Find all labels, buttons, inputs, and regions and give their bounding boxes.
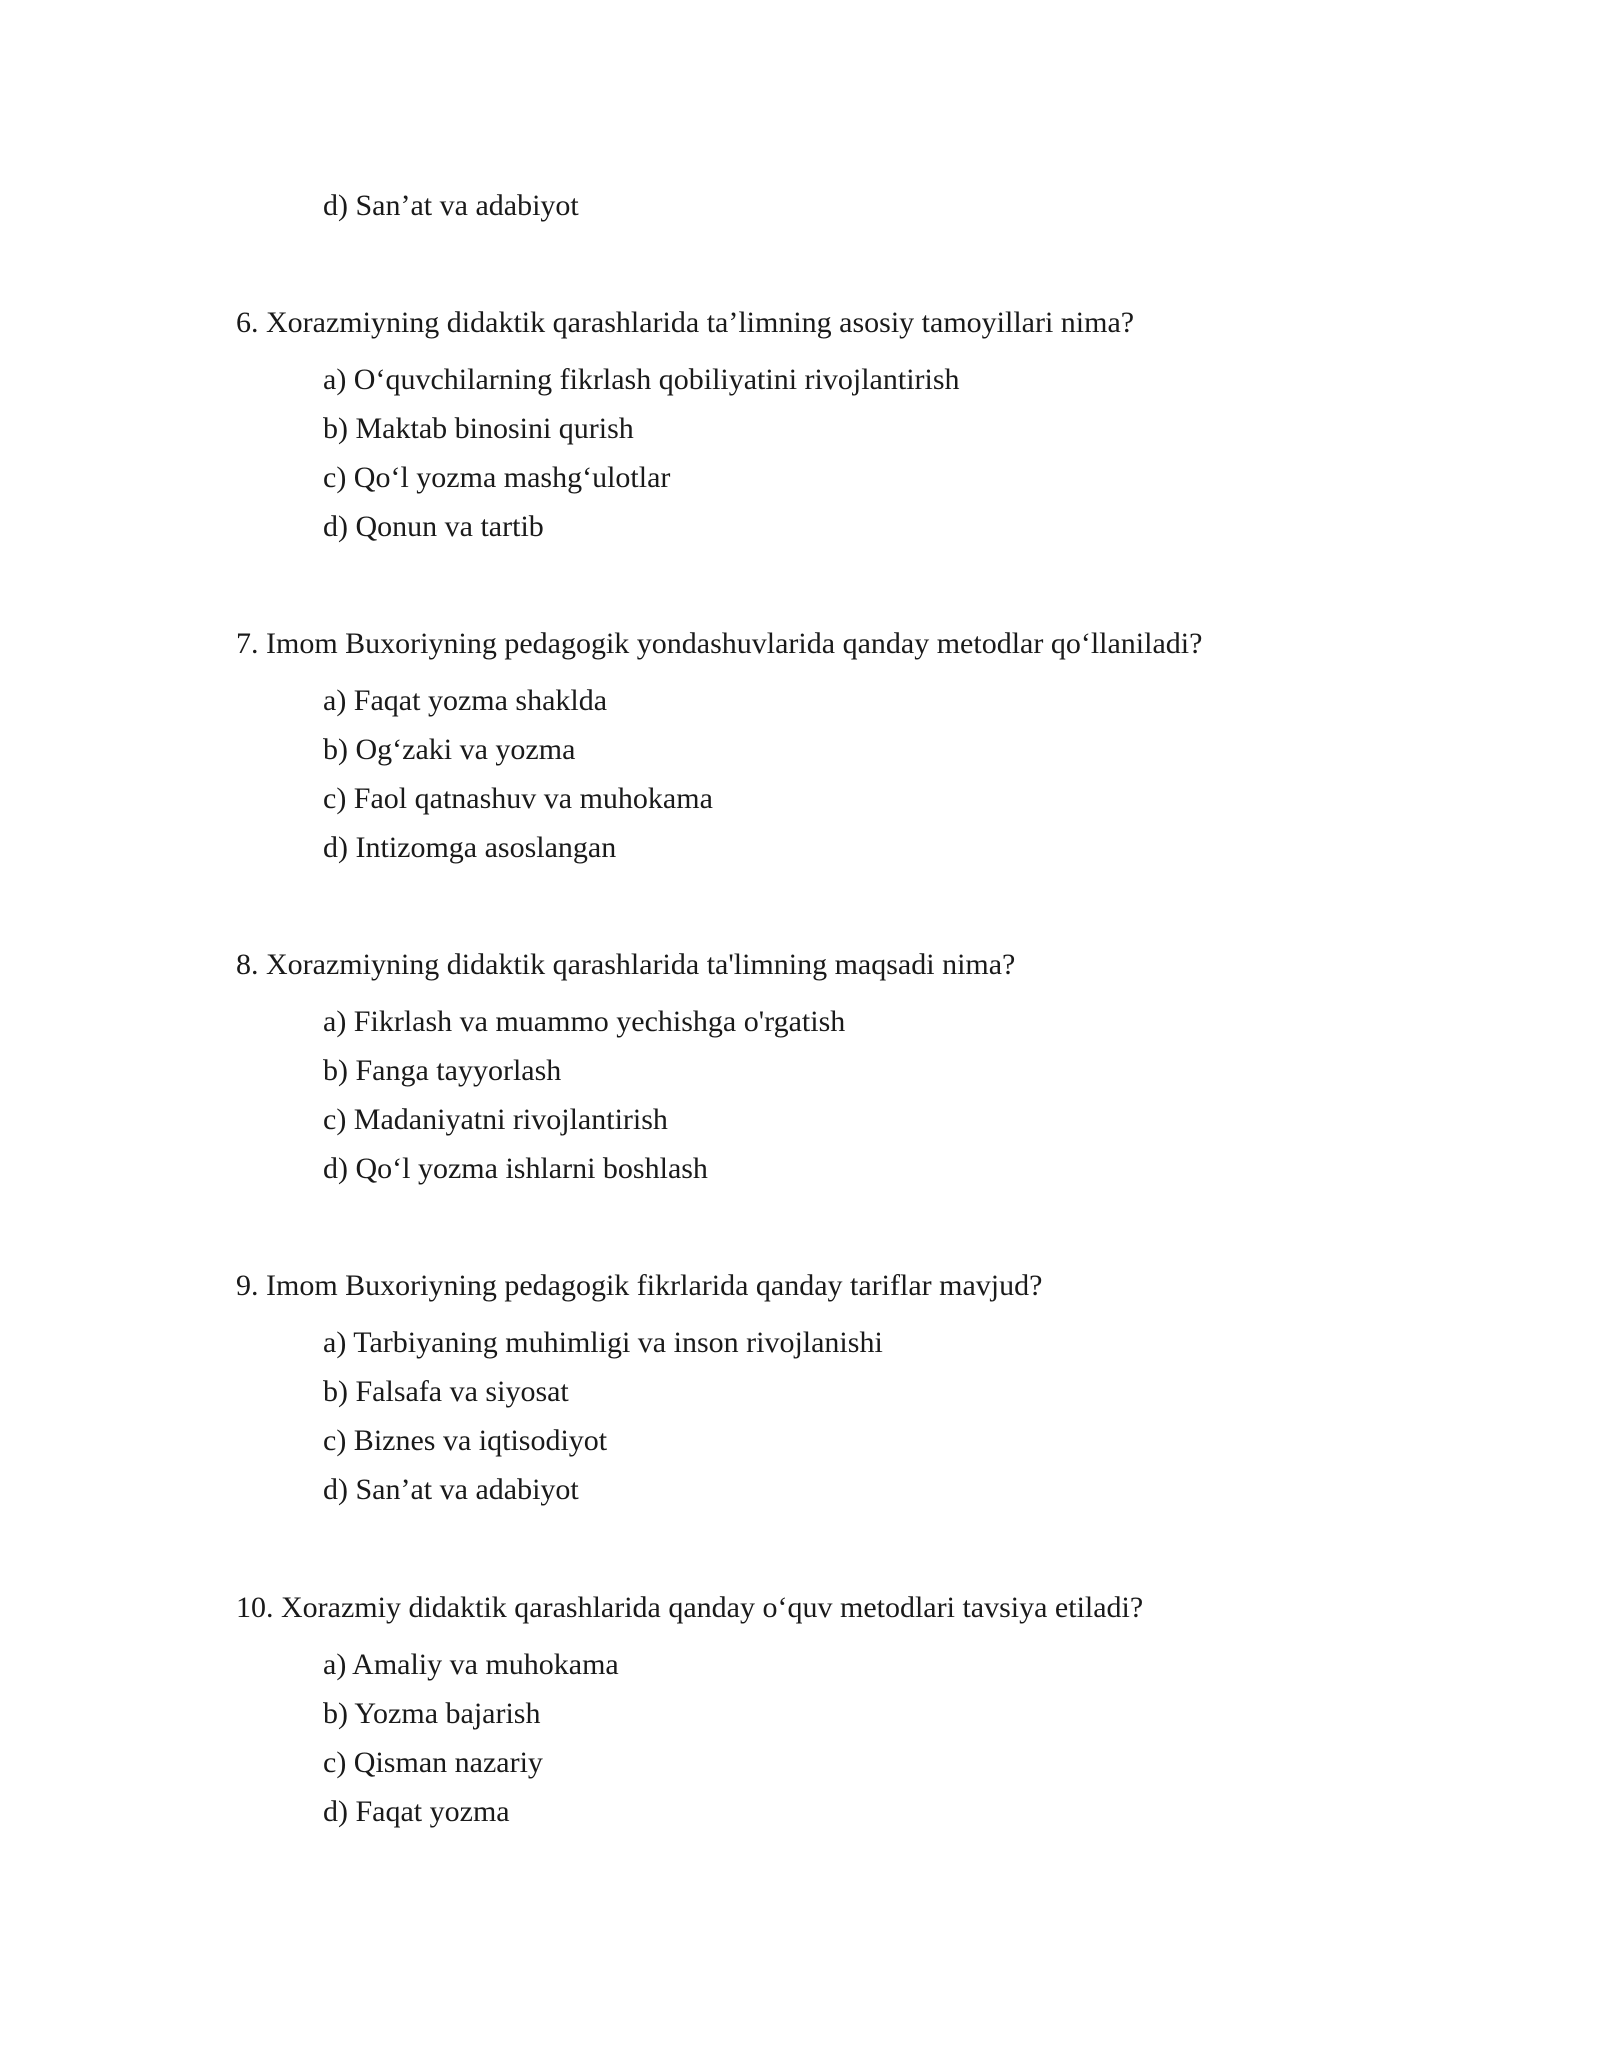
question-10-option-b: b) Yozma bajarish <box>323 1697 541 1730</box>
question-8-option-c: c) Madaniyatni rivojlantirish <box>323 1103 668 1136</box>
question-6-option-a: a) O‘quvchilarning fikrlash qobiliyatini rivojlantirish <box>323 363 960 396</box>
question-8-option-b: b) Fanga tayyorlash <box>323 1054 562 1087</box>
question-9-option-b: b) Falsafa va siyosat <box>323 1375 569 1408</box>
question-7-option-c: c) Faol qatnashuv va muhokama <box>323 782 713 815</box>
question-8: 8. Xorazmiyning didaktik qarashlarida ta'limning maqsadi nima? <box>236 948 1016 981</box>
question-7: 7. Imom Buxoriyning pedagogik yondashuvlarida qanday metodlar qo‘llaniladi? <box>236 627 1203 660</box>
question-6: 6. Xorazmiyning didaktik qarashlarida ta’limning asosiy tamoyillari nima? <box>236 306 1135 339</box>
question-6-option-d: d) Qonun va tartib <box>323 510 544 543</box>
question-10-option-c: c) Qisman nazariy <box>323 1746 543 1779</box>
question-10-option-d: d) Faqat yozma <box>323 1795 510 1828</box>
question-10-option-a: a) Amaliy va muhokama <box>323 1648 619 1681</box>
question-9-option-a: a) Tarbiyaning muhimligi va inson rivojlanishi <box>323 1326 883 1359</box>
question-10: 10. Xorazmiy didaktik qarashlarida qanday o‘quv metodlari tavsiya etiladi? <box>236 1591 1144 1624</box>
question-9: 9. Imom Buxoriyning pedagogik fikrlarida qanday tariflar mavjud? <box>236 1269 1043 1302</box>
question-6-option-b: b) Maktab binosini qurish <box>323 412 634 445</box>
carry-over-option: d) San’at va adabiyot <box>323 189 579 222</box>
question-9-option-c: c) Biznes va iqtisodiyot <box>323 1424 608 1457</box>
question-7-option-d: d) Intizomga asoslangan <box>323 831 617 864</box>
question-9-option-d: d) San’at va adabiyot <box>323 1473 579 1506</box>
question-6-option-c: c) Qo‘l yozma mashg‘ulotlar <box>323 461 671 494</box>
question-7-option-b: b) Og‘zaki va yozma <box>323 733 576 766</box>
question-7-option-a: a) Faqat yozma shaklda <box>323 684 608 717</box>
question-8-option-a: a) Fikrlash va muammo yechishga o'rgatish <box>323 1005 846 1038</box>
question-8-option-d: d) Qo‘l yozma ishlarni boshlash <box>323 1152 708 1185</box>
